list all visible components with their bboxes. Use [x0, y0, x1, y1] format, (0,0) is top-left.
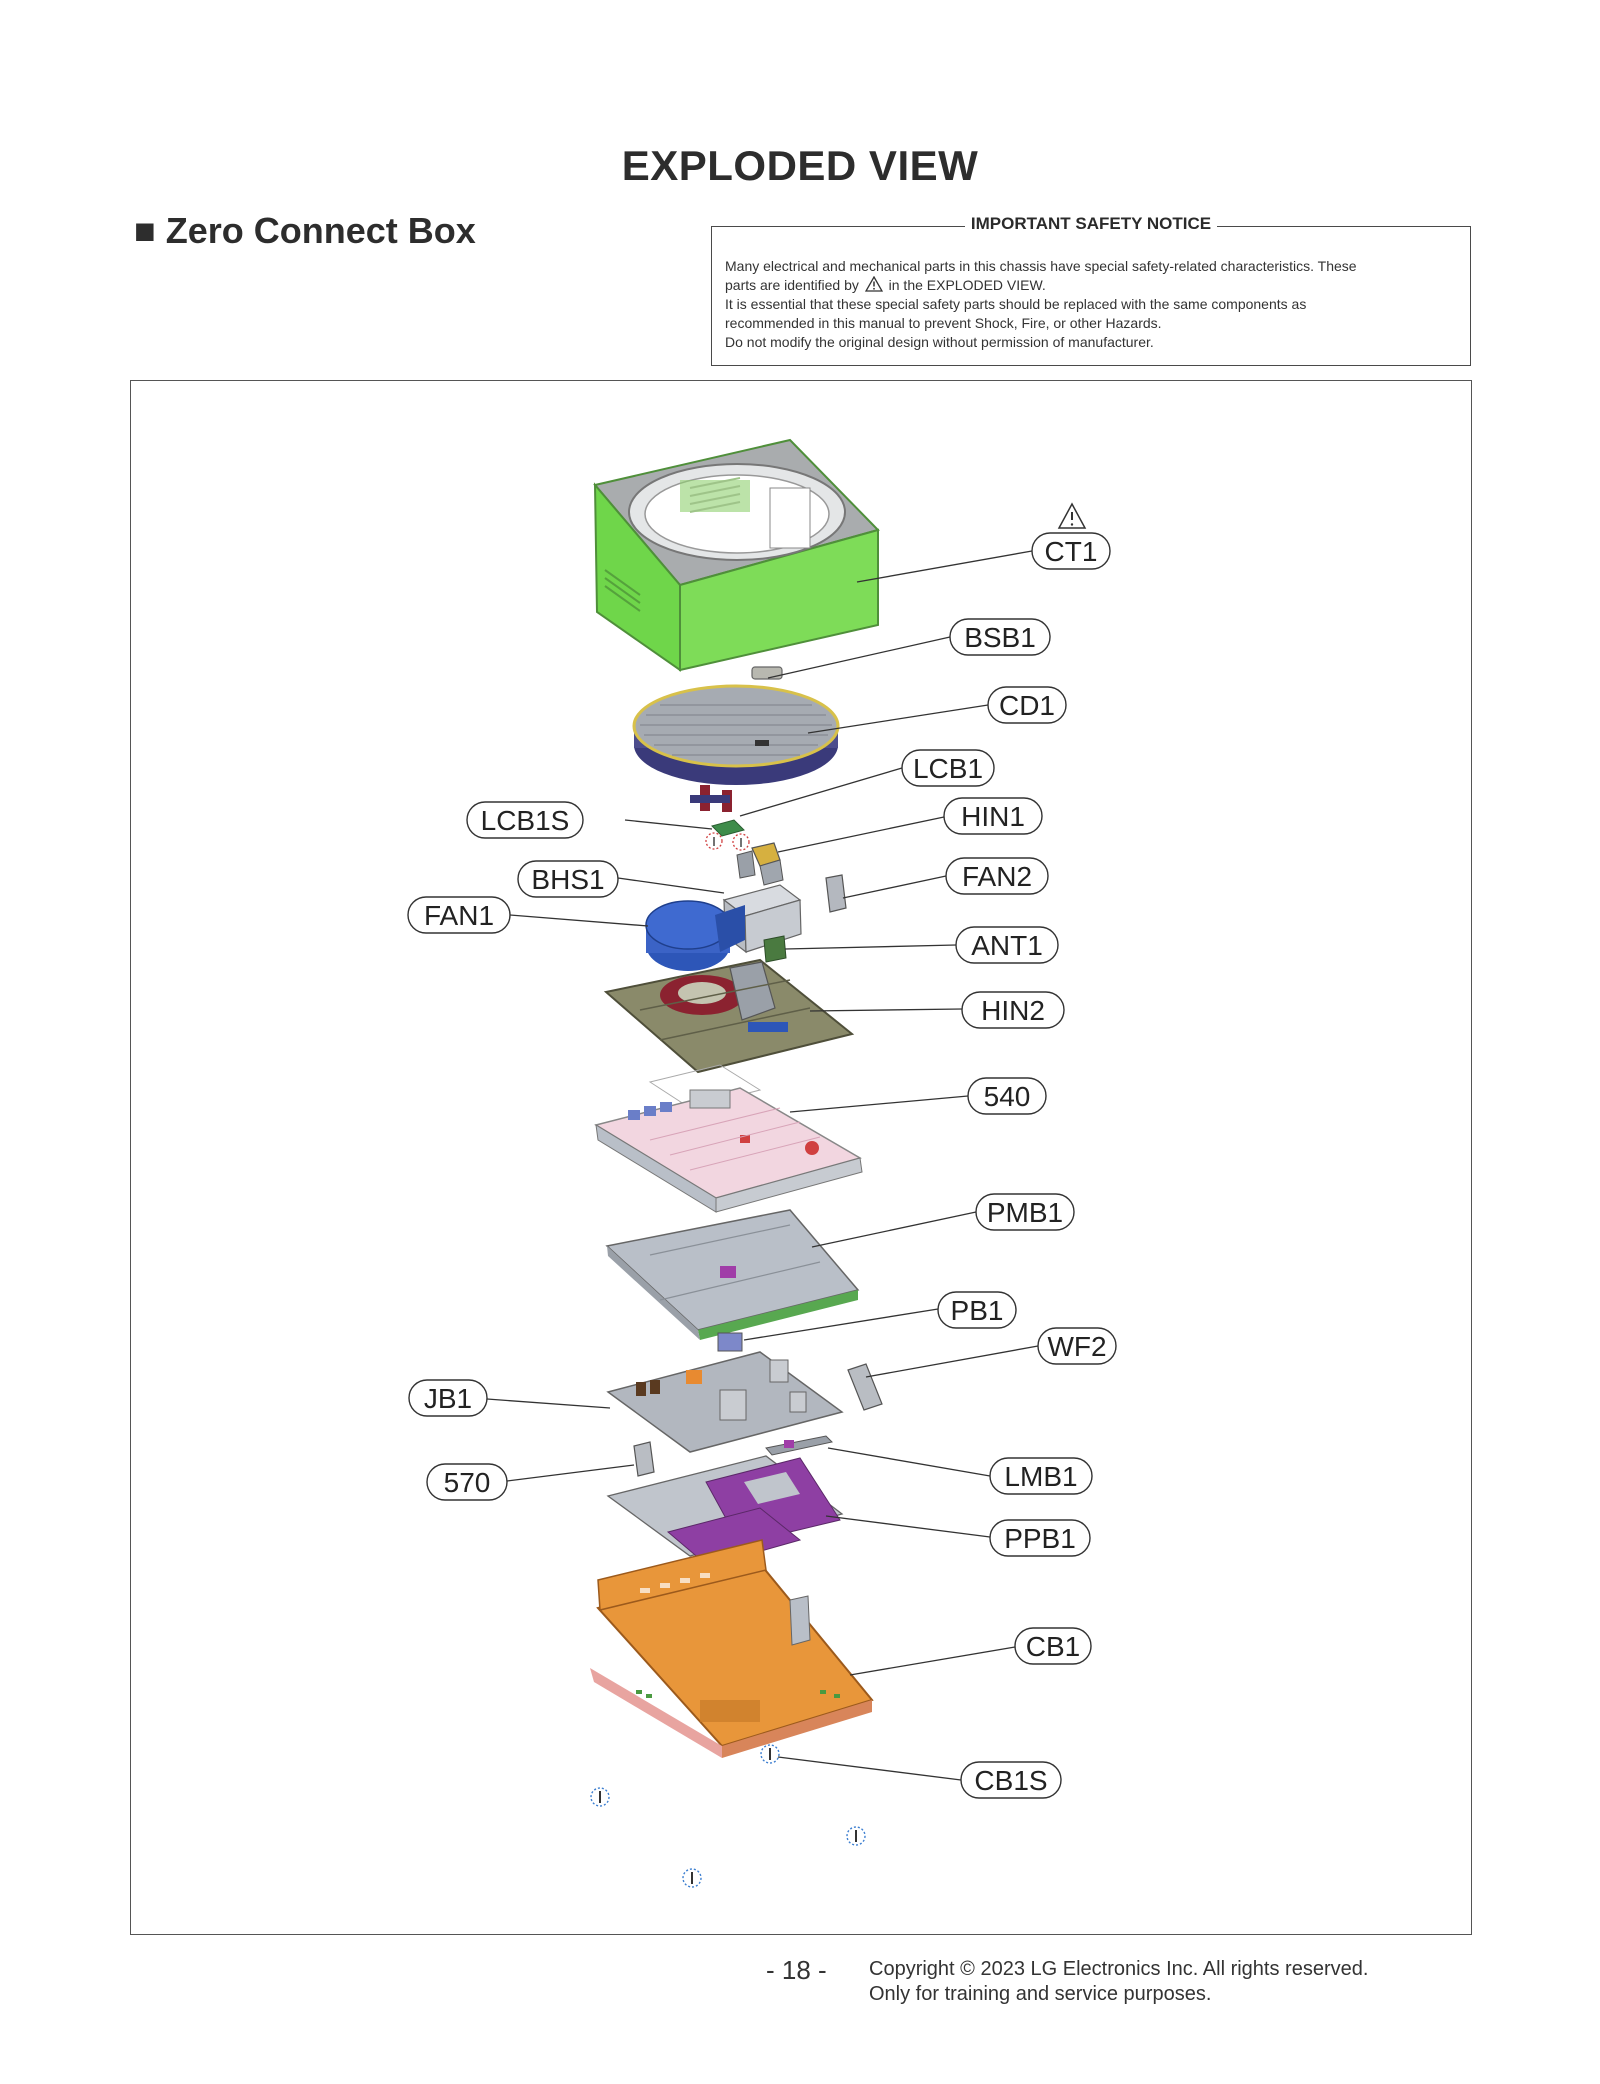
copyright-notice	[869, 1957, 1368, 2007]
power-board-part	[608, 1333, 842, 1452]
callout-label: LCB1	[912, 753, 984, 784]
callout-label: ANT1	[971, 930, 1043, 961]
callout-cb1	[1015, 1628, 1091, 1664]
copyright-line: Copyright © 2023 LG Electronics Inc. All rights reserved.	[869, 1958, 1369, 1980]
notice-line: parts are identified by	[725, 277, 859, 293]
callout-label: BSB1	[964, 622, 1036, 653]
dish-part	[634, 686, 838, 812]
notice-line: Do not modify the original design without permission of manufacturer.	[725, 334, 1154, 350]
copyright-line: Only for training and service purposes.	[869, 1983, 1212, 2005]
callout-fan1	[408, 897, 510, 933]
screw-icon	[683, 1869, 701, 1887]
callout-pb1	[938, 1292, 1016, 1328]
callout-570	[427, 1464, 507, 1500]
callout-label: CB1S	[974, 1765, 1048, 1796]
callout-hin1	[944, 798, 1042, 834]
callout-ct1	[1032, 533, 1110, 569]
fan-part	[646, 901, 745, 971]
callout-label: CB1	[1025, 1631, 1081, 1662]
screw-icon	[591, 1788, 609, 1806]
callout-wf2	[1038, 1328, 1116, 1364]
notice-line: It is essential that these special safety parts should be replaced with the same components as	[725, 296, 1307, 312]
callout-label: 570	[443, 1467, 491, 1498]
callout-label: HIN1	[961, 801, 1025, 832]
callout-fan2	[946, 858, 1048, 894]
callout-540	[968, 1078, 1046, 1114]
screw-icon	[761, 1745, 779, 1763]
callout-label: PPB1	[1004, 1523, 1076, 1554]
callout-label: CT1	[1044, 536, 1098, 567]
callout-pmb1	[976, 1194, 1074, 1230]
callout-bhs1	[518, 861, 618, 897]
bracket-plate-part	[606, 960, 852, 1072]
callout-label: 540	[983, 1081, 1031, 1112]
callout-bsb1	[950, 619, 1050, 655]
callout-label: WF2	[1047, 1331, 1107, 1362]
page-title: EXPLODED VIEW	[621, 142, 979, 189]
warning-triangle-icon	[1059, 504, 1085, 528]
callout-label: HIN2	[981, 995, 1045, 1026]
screw-icon	[847, 1827, 865, 1845]
callout-lcb1	[902, 750, 994, 786]
notice-line: Many electrical and mechanical parts in this chassis have special safety-related characteristics. These	[725, 258, 1357, 274]
rail-part	[766, 1436, 832, 1455]
fan2-part	[826, 875, 846, 912]
notice-line: recommended in this manual to prevent Shock, Fire, or other Hazards.	[725, 315, 1162, 331]
callout-jb1	[409, 1380, 487, 1416]
page-number: - 18 -	[766, 1955, 827, 1985]
lcb-part	[706, 820, 749, 850]
small-bracket-part	[634, 1442, 654, 1476]
safety-notice-title: IMPORTANT SAFETY NOTICE	[965, 214, 1217, 233]
section-title: ■ Zero Connect Box	[134, 210, 476, 251]
notice-line: in the EXPLODED VIEW.	[888, 277, 1046, 293]
callout-label: FAN2	[961, 861, 1033, 892]
callout-label: LMB1	[1004, 1461, 1078, 1492]
callout-label: PB1	[950, 1295, 1004, 1326]
main-board-part	[596, 1065, 862, 1212]
callout-label: PMB1	[986, 1197, 1064, 1228]
callout-lmb1	[990, 1458, 1092, 1494]
callout-lcb1s	[467, 802, 583, 838]
callout-hin2	[962, 992, 1064, 1028]
callout-label: FAN1	[423, 900, 495, 931]
bracket-metal-part	[607, 1210, 858, 1340]
callout-ppb1	[990, 1520, 1090, 1556]
top-cover-part	[595, 440, 878, 670]
callout-cd1	[988, 687, 1066, 723]
callout-cb1s	[961, 1762, 1061, 1798]
antenna-part	[764, 936, 786, 962]
bracket-part	[752, 667, 782, 679]
callout-label: JB1	[423, 1383, 473, 1414]
callout-label: CD1	[998, 690, 1056, 721]
base-part	[590, 1540, 872, 1758]
wifi-module-part	[848, 1364, 882, 1410]
callout-ant1	[956, 927, 1058, 963]
callout-label: LCB1S	[480, 805, 570, 836]
callout-label: BHS1	[531, 864, 605, 895]
